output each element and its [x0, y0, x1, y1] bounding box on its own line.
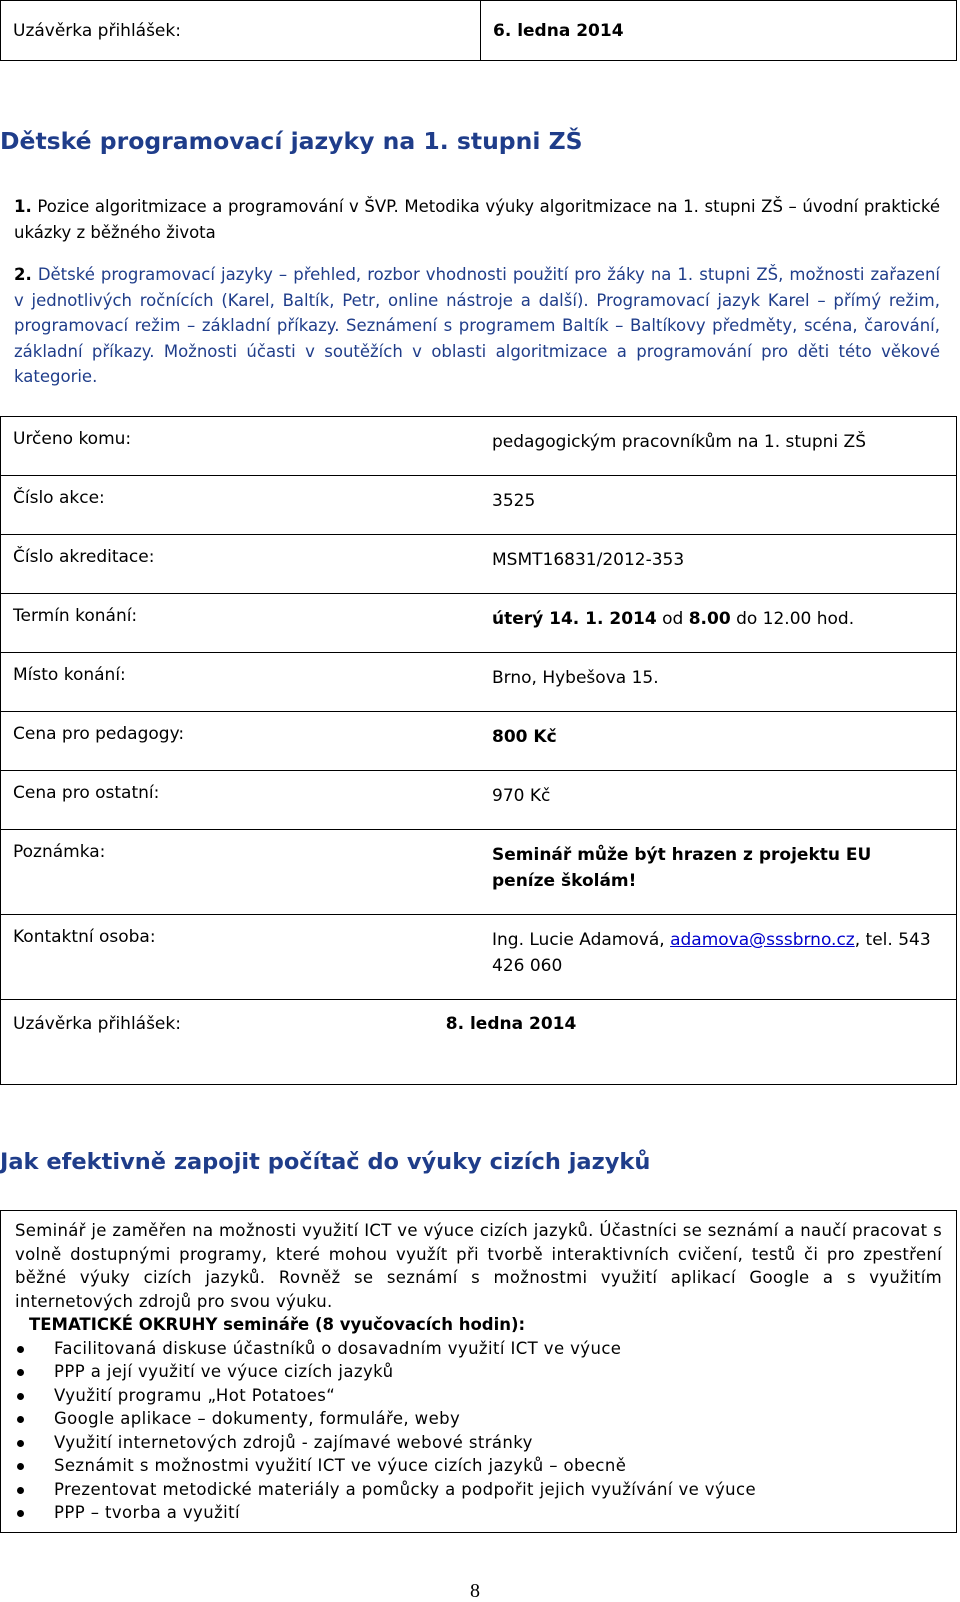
bullet-icon: [17, 1440, 24, 1447]
list-item: Facilitovaná diskuse účastníků o dosavadním využití ICT ve výuce: [15, 1337, 942, 1361]
price-teachers-value: 800 Kč: [492, 727, 557, 747]
note-label: Poznámka:: [13, 842, 106, 862]
info-row-date: [1, 594, 956, 653]
info-row-deadline: [1, 1000, 956, 1084]
item-2-number: 2.: [14, 265, 32, 284]
contact-value: [492, 927, 932, 979]
contact-name: Ing. Lucie Adamová,: [492, 930, 665, 950]
list-item: Využití internetových zdrojů - zajímavé webové stránky: [15, 1431, 942, 1455]
info-row-place: [1, 653, 956, 712]
topics-heading: TEMATICKÉ OKRUHY semináře (8 vyučovacích hodin):: [29, 1315, 526, 1334]
info-row-price-others: [1, 771, 956, 830]
contact-phone: , tel. 543 426 060: [492, 930, 931, 976]
info-row-accreditation: [1, 535, 956, 594]
item-1-text: Pozice algoritmizace a programování v ŠVP. Metodika výuky algoritmizace na 1. stupni ZŠ – úvodní praktické ukázky z běžného života: [14, 197, 940, 242]
note-value: Seminář může být hrazen z projektu EU peníze školám!: [492, 845, 872, 891]
date-label: Termín konání:: [13, 606, 138, 626]
bullet-icon: [17, 1510, 24, 1517]
info-row-note: [1, 830, 956, 915]
bullet-icon: [17, 1463, 24, 1470]
page-number: 8: [470, 1580, 480, 1602]
date-day: úterý 14. 1. 2014: [492, 609, 657, 629]
accreditation-label: Číslo akreditace:: [13, 547, 155, 567]
price-teachers-label: Cena pro pedagogy:: [13, 724, 185, 744]
course-description-1: [14, 194, 940, 390]
place-value: Brno, Hybešova 15.: [492, 668, 659, 688]
topics-list: [15, 1337, 942, 1525]
contact-label: Kontaktní osoba:: [13, 927, 156, 947]
info-row-price-teachers: [1, 712, 956, 771]
list-item: Prezentovat metodické materiály a pomůcky a podpořit jejich využívání ve výuce: [15, 1478, 942, 1502]
deadline-2-label: Uzávěrka přihlášek:: [13, 1014, 181, 1034]
target-value: pedagogickým pracovníkům na 1. stupni ZŠ: [492, 432, 866, 452]
list-item: Využití programu „Hot Potatoes“: [15, 1384, 942, 1408]
course-title-1: Dětské programovací jazyky na 1. stupni ZŠ: [0, 127, 583, 155]
item-2-text: Dětské programovací jazyky – přehled, rozbor vhodnosti použití pro žáky na 1. stupni ZŠ, možnosti zařazení v jednotlivých ročnících (Karel, Baltík, Petr, online nástroje a další). Programovací jazyk Karel – přímý režim, programovací režim – základní příkazy. Seznámení s programem Baltík – Baltíkovy předměty, scéna, čarování, základní příkazy. Možnosti účasti v soutěžích v oblasti algoritmizace a programování pro děti této věkové kategorie.: [14, 265, 940, 386]
course-info-table: [0, 416, 957, 1085]
item-1-number: 1.: [14, 197, 32, 216]
accreditation-value: MSMT16831/2012-353: [492, 550, 685, 570]
course-2-paragraph: Seminář je zaměřen na možnosti využití ICT ve výuce cizích jazyků. Účastníci se seznámí a naučí pracovat s volně dostupnými programy, které mohou využít při tvorbě interaktivních cvičení, testů či pro zpestření běžné výuky cizích jazyků. Rovněž se seznámí s možnostmi využití aplikací Google a s využitím internetových zdrojů pro svou výuku.: [15, 1221, 942, 1311]
date-from-word: od: [662, 609, 684, 629]
list-item: PPP a její využití ve výuce cizích jazyků: [15, 1360, 942, 1384]
date-rest: do 12.00 hod.: [736, 609, 855, 629]
bullet-icon: [17, 1369, 24, 1376]
course-title-2: Jak efektivně zapojit počítač do výuky cizích jazyků: [0, 1149, 651, 1175]
event-number-value: 3525: [492, 491, 536, 511]
deadline-2: [13, 1014, 576, 1034]
info-row-target: [1, 417, 956, 476]
course-description-2: [0, 1210, 957, 1533]
deadline-box-top: [0, 0, 957, 61]
price-others-label: Cena pro ostatní:: [13, 783, 160, 803]
price-others-value: 970 Kč: [492, 786, 551, 806]
bullet-icon: [17, 1416, 24, 1423]
deadline-2-value: 8. ledna 2014: [445, 1014, 577, 1034]
list-item: Seznámit s možnostmi využití ICT ve výuce cizích jazyků – obecně: [15, 1454, 942, 1478]
date-value: [492, 606, 932, 632]
target-label: Určeno komu:: [13, 429, 132, 449]
list-item: PPP – tvorba a využití: [15, 1501, 942, 1525]
event-number-label: Číslo akce:: [13, 488, 105, 508]
bullet-icon: [17, 1487, 24, 1494]
bullet-icon: [17, 1393, 24, 1400]
date-from: 8.00: [688, 609, 731, 629]
deadline-value: 6. ledna 2014: [493, 20, 624, 41]
info-row-event: [1, 476, 956, 535]
list-item: Google aplikace – dokumenty, formuláře, weby: [15, 1407, 942, 1431]
contact-email-link[interactable]: adamova@sssbrno.cz: [670, 930, 855, 950]
bullet-icon: [17, 1346, 24, 1353]
place-label: Místo konání:: [13, 665, 126, 685]
info-row-contact: [1, 915, 956, 1000]
deadline-label: Uzávěrka přihlášek:: [1, 1, 481, 60]
